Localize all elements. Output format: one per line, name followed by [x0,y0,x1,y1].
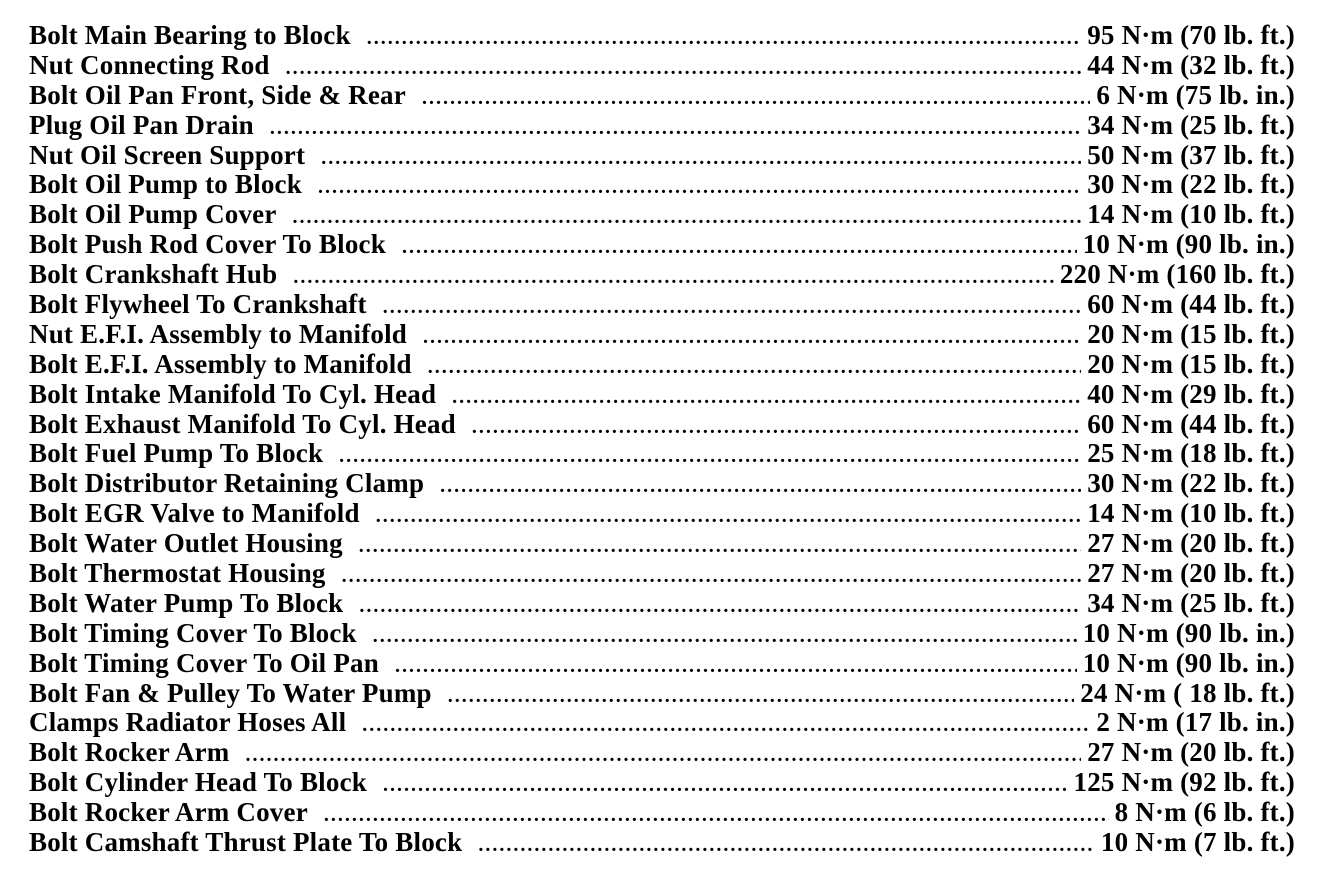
spec-value: 25 N·m (18 lb. ft.) [1087,438,1295,469]
dot-leader [383,771,1068,801]
spec-row [29,768,1295,798]
dot-leader [478,831,1095,861]
dot-leader [452,383,1081,413]
spec-value: 50 N·m (37 lb. ft.) [1087,139,1295,170]
spec-row [29,798,1295,828]
spec-value: 10 N·m (90 lb. in.) [1082,617,1295,648]
spec-value: 10 N·m (7 lb. ft.) [1100,827,1295,858]
spec-value: 8 N·m (6 lb. ft.) [1114,797,1295,828]
spec-row [29,499,1295,529]
spec-value: 27 N·m (20 lb. ft.) [1087,558,1295,589]
dot-leader [362,711,1090,741]
dot-leader [245,741,1081,771]
spec-name: Plug Oil Pan Drain [29,109,254,140]
spec-name: Bolt Oil Pan Front, Side & Rear [29,79,406,110]
dot-leader [293,263,1053,293]
spec-name: Bolt Flywheel To Crankshaft [29,289,367,320]
spec-name: Nut Oil Screen Support [29,139,306,170]
spec-name: Bolt Fan & Pulley To Water Pump [29,677,432,708]
spec-row [29,649,1295,679]
spec-value: 34 N·m (25 lb. ft.) [1087,587,1295,618]
spec-name: Bolt Rocker Arm Cover [29,797,308,828]
dot-leader [342,562,1082,592]
spec-value: 60 N·m (44 lb. ft.) [1087,408,1295,439]
dot-leader [395,652,1077,682]
spec-value: 6 N·m (75 lb. in.) [1096,79,1295,110]
dot-leader [472,413,1081,443]
spec-name: Bolt Cylinder Head To Block [29,767,367,798]
spec-row [29,619,1295,649]
spec-name: Bolt Distributor Retaining Clamp [29,468,425,499]
spec-row [29,21,1295,51]
spec-row [29,828,1295,858]
spec-value: 2 N·m (17 lb. in.) [1096,707,1295,738]
spec-name: Bolt Water Outlet Housing [29,528,343,559]
dot-leader [270,114,1081,144]
spec-row [29,439,1295,469]
spec-name: Bolt Fuel Pump To Block [29,438,324,469]
spec-name: Clamps Radiator Hoses All [29,707,347,738]
spec-row [29,230,1295,260]
dot-leader [376,502,1081,532]
spec-value: 27 N·m (20 lb. ft.) [1087,737,1295,768]
dot-leader [359,592,1081,622]
dot-leader [448,682,1075,712]
spec-row [29,320,1295,350]
dot-leader [321,144,1081,174]
spec-value: 95 N·m (70 lb. ft.) [1087,20,1295,50]
spec-name: Bolt Push Rod Cover To Block [29,229,386,260]
spec-name: Bolt EGR Valve to Manifold [29,498,360,529]
spec-value: 24 N·m ( 18 lb. ft.) [1080,677,1295,708]
spec-name: Nut E.F.I. Assembly to Manifold [29,318,408,349]
spec-name: Bolt Thermostat Housing [29,558,326,589]
spec-row [29,200,1295,230]
dot-leader [373,622,1077,652]
spec-value: 60 N·m (44 lb. ft.) [1087,289,1295,320]
spec-row [29,290,1295,320]
spec-name: Bolt Crankshaft Hub [29,259,278,290]
spec-name: Bolt Rocker Arm [29,737,230,768]
spec-name: Bolt Exhaust Manifold To Cyl. Head [29,408,456,439]
spec-name: Bolt Oil Pump Cover [29,199,277,230]
spec-value: 40 N·m (29 lb. ft.) [1087,378,1295,409]
dot-leader [440,472,1081,502]
dot-leader [339,442,1081,472]
spec-row [29,469,1295,499]
spec-name: Bolt Oil Pump to Block [29,169,302,200]
spec-value: 10 N·m (90 lb. in.) [1082,647,1295,678]
spec-row [29,589,1295,619]
spec-row [29,51,1295,81]
spec-name: Bolt Timing Cover To Block [29,617,357,648]
spec-name: Bolt Intake Manifold To Cyl. Head [29,378,437,409]
dot-leader [383,293,1082,323]
spec-value: 125 N·m (92 lb. ft.) [1073,767,1295,798]
spec-value: 10 N·m (90 lb. in.) [1082,229,1295,260]
torque-spec-list [29,21,1295,858]
dot-leader [367,24,1082,54]
dot-leader [422,84,1090,114]
dot-leader [293,203,1082,233]
dot-leader [402,233,1077,263]
spec-value: 20 N·m (15 lb. ft.) [1087,318,1295,349]
spec-value: 14 N·m (10 lb. ft.) [1087,498,1295,529]
spec-row [29,170,1295,200]
spec-value: 220 N·m (160 lb. ft.) [1059,259,1295,290]
spec-name: Bolt Camshaft Thrust Plate To Block [29,827,463,858]
spec-value: 20 N·m (15 lb. ft.) [1087,348,1295,379]
spec-row [29,529,1295,559]
spec-row [29,559,1295,589]
spec-row [29,141,1295,171]
dot-leader [423,323,1081,353]
spec-value: 27 N·m (20 lb. ft.) [1087,528,1295,559]
spec-row [29,708,1295,738]
spec-name: Nut Connecting Rod [29,49,270,80]
spec-value: 14 N·m (10 lb. ft.) [1087,199,1295,230]
spec-row [29,380,1295,410]
spec-value: 30 N·m (22 lb. ft.) [1087,468,1295,499]
dot-leader [428,353,1082,383]
spec-row [29,679,1295,709]
spec-row [29,410,1295,440]
spec-value: 34 N·m (25 lb. ft.) [1087,109,1295,140]
spec-value: 30 N·m (22 lb. ft.) [1087,169,1295,200]
dot-leader [318,173,1081,203]
spec-row [29,738,1295,768]
spec-row [29,350,1295,380]
spec-row [29,260,1295,290]
spec-name: Bolt Timing Cover To Oil Pan [29,647,379,678]
spec-row [29,111,1295,141]
spec-name: Bolt E.F.I. Assembly to Manifold [29,348,412,379]
dot-leader [359,532,1081,562]
spec-name: Bolt Water Pump To Block [29,587,344,618]
spec-value: 44 N·m (32 lb. ft.) [1087,49,1295,80]
spec-row [29,81,1295,111]
spec-name: Bolt Main Bearing to Block [29,20,351,50]
